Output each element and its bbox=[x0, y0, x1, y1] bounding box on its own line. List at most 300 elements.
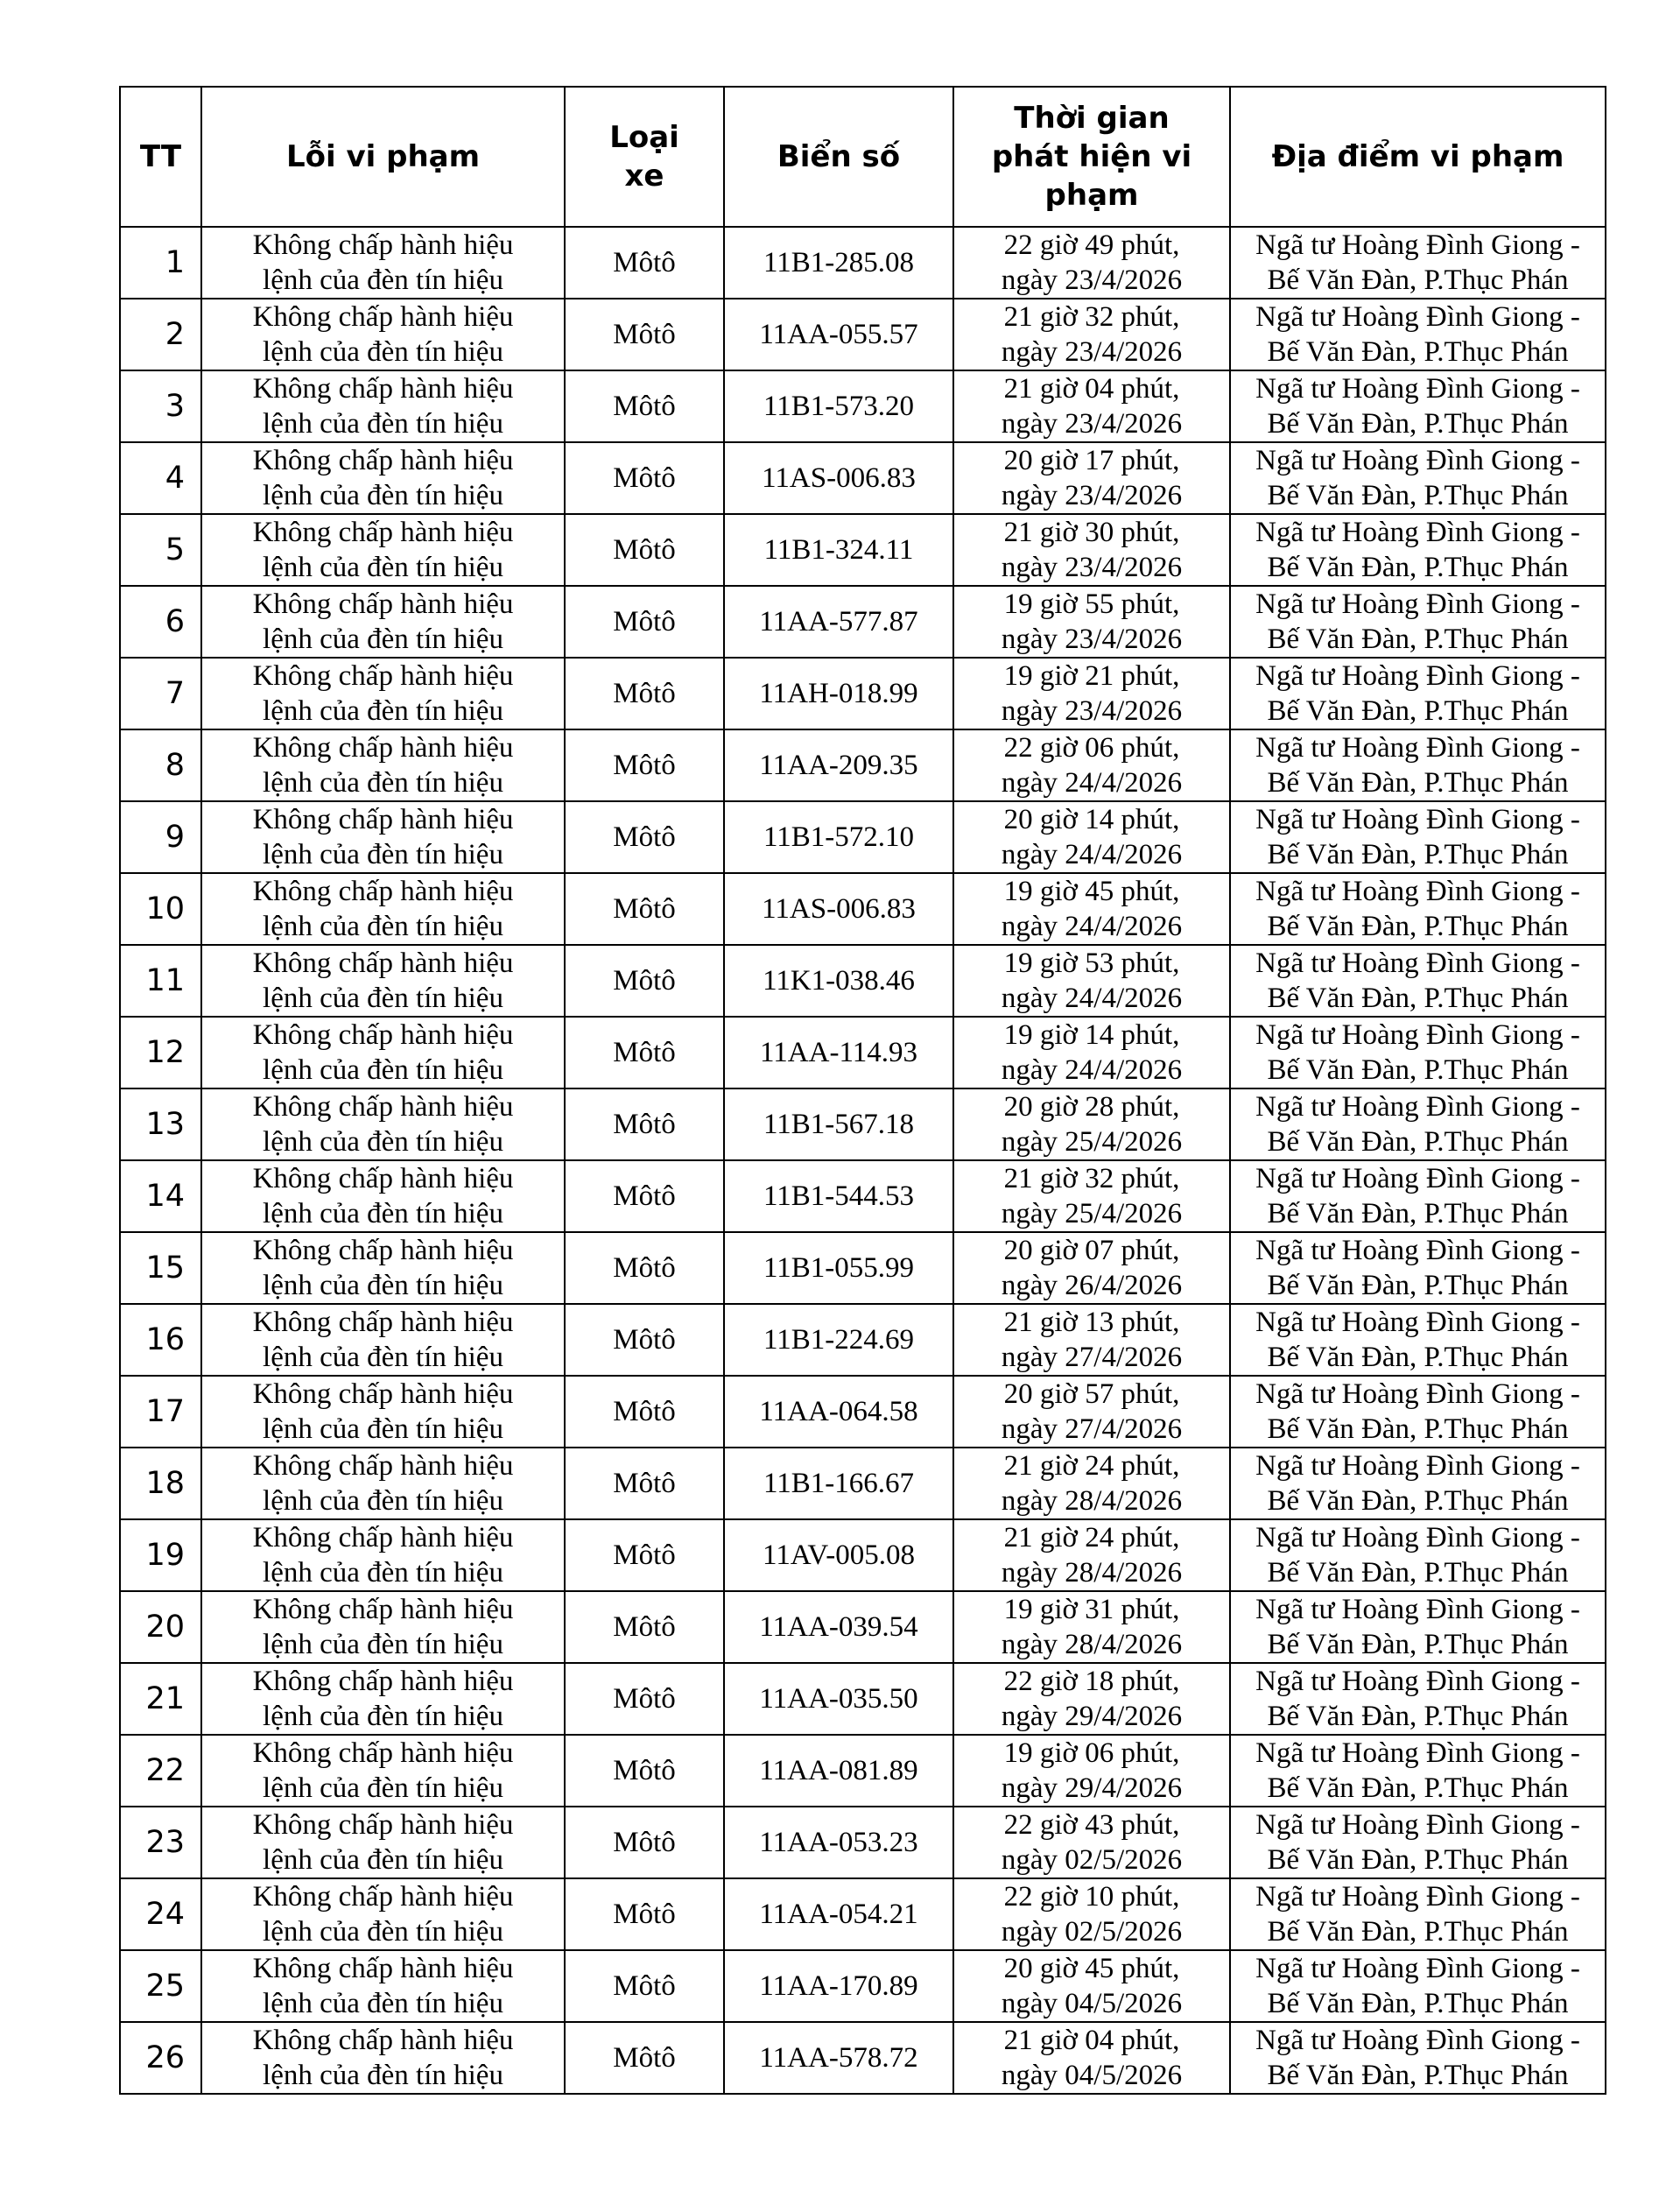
time-cell bbox=[953, 1017, 1230, 1088]
violation-line1: Không chấp hành hiệu bbox=[252, 804, 514, 835]
table-row bbox=[120, 1232, 1606, 1304]
time-cell bbox=[953, 945, 1230, 1017]
vehicle-type: Môtô bbox=[565, 299, 724, 370]
location-line1: Ngã tư Hoàng Đình Giong - bbox=[1255, 1737, 1580, 1769]
table-row bbox=[120, 370, 1606, 442]
location-line2: Bế Văn Đàn, P.Thục Phán bbox=[1267, 1126, 1569, 1158]
time-line2: ngày 23/4/2026 bbox=[1001, 623, 1183, 655]
vehicle-type: Môtô bbox=[565, 1519, 724, 1591]
license-plate: 11B1-055.99 bbox=[724, 1232, 953, 1304]
violation-cell bbox=[201, 370, 565, 442]
violation-line1: Không chấp hành hiệu bbox=[252, 1019, 514, 1051]
location-cell bbox=[1230, 873, 1606, 945]
time-line2: ngày 23/4/2026 bbox=[1001, 552, 1183, 583]
violation-cell bbox=[201, 442, 565, 514]
vehicle-type: Môtô bbox=[565, 1663, 724, 1735]
time-line1: 22 giờ 49 phút, bbox=[1003, 229, 1180, 261]
violation-line2: lệnh của đèn tín hiệu bbox=[263, 1342, 503, 1373]
location-line2: Bế Văn Đàn, P.Thục Phán bbox=[1267, 911, 1569, 942]
time-line2: ngày 02/5/2026 bbox=[1001, 1844, 1183, 1876]
time-line1: 22 giờ 43 phút, bbox=[1003, 1809, 1180, 1841]
violation-line1: Không chấp hành hiệu bbox=[252, 1522, 514, 1553]
time-cell bbox=[953, 2022, 1230, 2094]
license-plate: 11AA-577.87 bbox=[724, 586, 953, 658]
location-line1: Ngã tư Hoàng Đình Giong - bbox=[1255, 588, 1580, 620]
violation-cell bbox=[201, 729, 565, 801]
time-line1: 21 giờ 32 phút, bbox=[1003, 1163, 1180, 1194]
header-location-label: Địa điểm vi phạm bbox=[1271, 139, 1564, 174]
location-cell bbox=[1230, 1088, 1606, 1160]
time-line1: 19 giờ 21 phút, bbox=[1003, 660, 1180, 692]
row-number: 10 bbox=[120, 873, 201, 945]
row-number: 15 bbox=[120, 1232, 201, 1304]
time-line2: ngày 25/4/2026 bbox=[1001, 1126, 1183, 1158]
time-line1: 21 giờ 04 phút, bbox=[1003, 2025, 1180, 2056]
violation-cell bbox=[201, 2022, 565, 2094]
time-line1: 20 giờ 17 phút, bbox=[1003, 445, 1180, 476]
location-cell bbox=[1230, 1017, 1606, 1088]
violation-line2: lệnh của đèn tín hiệu bbox=[263, 2060, 503, 2091]
time-line1: 21 giờ 24 phút, bbox=[1003, 1522, 1180, 1553]
violation-cell bbox=[201, 1807, 565, 1878]
location-line1: Ngã tư Hoàng Đình Giong - bbox=[1255, 1666, 1580, 1697]
time-line1: 22 giờ 18 phút, bbox=[1003, 1666, 1180, 1697]
violation-cell bbox=[201, 1519, 565, 1591]
location-cell bbox=[1230, 801, 1606, 873]
table-row bbox=[120, 1950, 1606, 2022]
violation-line1: Không chấp hành hiệu bbox=[252, 229, 514, 261]
violation-line2: lệnh của đèn tín hiệu bbox=[263, 1413, 503, 1445]
vehicle-type: Môtô bbox=[565, 1878, 724, 1950]
table-row bbox=[120, 1160, 1606, 1232]
time-line2: ngày 23/4/2026 bbox=[1001, 480, 1183, 511]
violation-line2: lệnh của đèn tín hiệu bbox=[263, 1629, 503, 1660]
vehicle-type: Môtô bbox=[565, 586, 724, 658]
time-cell bbox=[953, 1807, 1230, 1878]
violation-line2: lệnh của đèn tín hiệu bbox=[263, 1198, 503, 1229]
location-line2: Bế Văn Đàn, P.Thục Phán bbox=[1267, 1198, 1569, 1229]
time-line1: 21 giờ 13 phút, bbox=[1003, 1307, 1180, 1338]
violation-line1: Không chấp hành hiệu bbox=[252, 1163, 514, 1194]
violation-line1: Không chấp hành hiệu bbox=[252, 660, 514, 692]
violation-cell bbox=[201, 873, 565, 945]
table-row bbox=[120, 1448, 1606, 1519]
table-row bbox=[120, 227, 1606, 299]
row-number: 11 bbox=[120, 945, 201, 1017]
time-line2: ngày 23/4/2026 bbox=[1001, 336, 1183, 368]
time-cell bbox=[953, 1088, 1230, 1160]
location-line1: Ngã tư Hoàng Đình Giong - bbox=[1255, 1307, 1580, 1338]
time-cell bbox=[953, 1376, 1230, 1448]
violation-cell bbox=[201, 658, 565, 729]
location-line1: Ngã tư Hoàng Đình Giong - bbox=[1255, 732, 1580, 764]
location-line2: Bế Văn Đàn, P.Thục Phán bbox=[1267, 1772, 1569, 1804]
time-cell bbox=[953, 1735, 1230, 1807]
time-line1: 19 giờ 45 phút, bbox=[1003, 876, 1180, 907]
violation-cell bbox=[201, 586, 565, 658]
violation-line1: Không chấp hành hiệu bbox=[252, 1594, 514, 1625]
row-number: 23 bbox=[120, 1807, 201, 1878]
violation-line2: lệnh của đèn tín hiệu bbox=[263, 1844, 503, 1876]
time-cell bbox=[953, 299, 1230, 370]
vehicle-type: Môtô bbox=[565, 227, 724, 299]
violation-line2: lệnh của đèn tín hiệu bbox=[263, 911, 503, 942]
license-plate: 11AA-054.21 bbox=[724, 1878, 953, 1950]
vehicle-type: Môtô bbox=[565, 442, 724, 514]
violation-line1: Không chấp hành hiệu bbox=[252, 517, 514, 548]
violation-line2: lệnh của đèn tín hiệu bbox=[263, 1916, 503, 1948]
time-line2: ngày 23/4/2026 bbox=[1001, 264, 1183, 296]
violation-line1: Không chấp hành hiệu bbox=[252, 1091, 514, 1123]
vehicle-type: Môtô bbox=[565, 1304, 724, 1376]
location-line2: Bế Văn Đàn, P.Thục Phán bbox=[1267, 1916, 1569, 1948]
violation-line2: lệnh của đèn tín hiệu bbox=[263, 480, 503, 511]
violation-line1: Không chấp hành hiệu bbox=[252, 732, 514, 764]
violation-cell bbox=[201, 1088, 565, 1160]
time-line2: ngày 24/4/2026 bbox=[1001, 767, 1183, 799]
time-line2: ngày 24/4/2026 bbox=[1001, 911, 1183, 942]
vehicle-type: Môtô bbox=[565, 873, 724, 945]
location-cell bbox=[1230, 1160, 1606, 1232]
location-cell bbox=[1230, 514, 1606, 586]
violation-line1: Không chấp hành hiệu bbox=[252, 1737, 514, 1769]
table-row bbox=[120, 1878, 1606, 1950]
location-line2: Bế Văn Đàn, P.Thục Phán bbox=[1267, 695, 1569, 727]
violation-line2: lệnh của đèn tín hiệu bbox=[263, 1557, 503, 1589]
header-time-line3: phạm bbox=[1044, 178, 1139, 213]
table-row bbox=[120, 1807, 1606, 1878]
vehicle-type: Môtô bbox=[565, 1232, 724, 1304]
time-line2: ngày 23/4/2026 bbox=[1001, 695, 1183, 727]
table-row bbox=[120, 729, 1606, 801]
time-cell bbox=[953, 1519, 1230, 1591]
violation-line2: lệnh của đèn tín hiệu bbox=[263, 1054, 503, 1086]
header-plate bbox=[724, 87, 953, 227]
violation-cell bbox=[201, 1448, 565, 1519]
row-number: 7 bbox=[120, 658, 201, 729]
location-line2: Bế Văn Đàn, P.Thục Phán bbox=[1267, 1629, 1569, 1660]
time-line2: ngày 04/5/2026 bbox=[1001, 1988, 1183, 2019]
violation-line1: Không chấp hành hiệu bbox=[252, 445, 514, 476]
location-line1: Ngã tư Hoàng Đình Giong - bbox=[1255, 660, 1580, 692]
license-plate: 11B1-567.18 bbox=[724, 1088, 953, 1160]
location-cell bbox=[1230, 1448, 1606, 1519]
time-line1: 19 giờ 53 phút, bbox=[1003, 948, 1180, 979]
license-plate: 11AS-006.83 bbox=[724, 873, 953, 945]
row-number: 26 bbox=[120, 2022, 201, 2094]
time-cell bbox=[953, 586, 1230, 658]
license-plate: 11AV-005.08 bbox=[724, 1519, 953, 1591]
row-number: 16 bbox=[120, 1304, 201, 1376]
time-line2: ngày 29/4/2026 bbox=[1001, 1772, 1183, 1804]
violation-line1: Không chấp hành hiệu bbox=[252, 2025, 514, 2056]
time-cell bbox=[953, 1448, 1230, 1519]
license-plate: 11K1-038.46 bbox=[724, 945, 953, 1017]
row-number: 8 bbox=[120, 729, 201, 801]
row-number: 5 bbox=[120, 514, 201, 586]
license-plate: 11AS-006.83 bbox=[724, 442, 953, 514]
time-line1: 20 giờ 28 phút, bbox=[1003, 1091, 1180, 1123]
violation-cell bbox=[201, 1663, 565, 1735]
vehicle-type: Môtô bbox=[565, 514, 724, 586]
location-line1: Ngã tư Hoàng Đình Giong - bbox=[1255, 1378, 1580, 1410]
location-cell bbox=[1230, 1735, 1606, 1807]
violation-cell bbox=[201, 1950, 565, 2022]
violation-cell bbox=[201, 1591, 565, 1663]
time-cell bbox=[953, 801, 1230, 873]
vehicle-type: Môtô bbox=[565, 658, 724, 729]
location-cell bbox=[1230, 1950, 1606, 2022]
license-plate: 11AA-055.57 bbox=[724, 299, 953, 370]
time-line1: 21 giờ 24 phút, bbox=[1003, 1450, 1180, 1482]
row-number: 6 bbox=[120, 586, 201, 658]
time-line2: ngày 27/4/2026 bbox=[1001, 1413, 1183, 1445]
violation-line2: lệnh của đèn tín hiệu bbox=[263, 767, 503, 799]
header-row bbox=[120, 87, 1606, 227]
table-row bbox=[120, 442, 1606, 514]
violation-line2: lệnh của đèn tín hiệu bbox=[263, 1126, 503, 1158]
vehicle-type: Môtô bbox=[565, 945, 724, 1017]
time-cell bbox=[953, 1160, 1230, 1232]
time-line1: 20 giờ 45 phút, bbox=[1003, 1953, 1180, 1984]
location-line1: Ngã tư Hoàng Đình Giong - bbox=[1255, 1594, 1580, 1625]
row-number: 20 bbox=[120, 1591, 201, 1663]
license-plate: 11B1-572.10 bbox=[724, 801, 953, 873]
time-cell bbox=[953, 227, 1230, 299]
time-line2: ngày 26/4/2026 bbox=[1001, 1270, 1183, 1301]
time-line2: ngày 28/4/2026 bbox=[1001, 1485, 1183, 1517]
header-tt bbox=[120, 87, 201, 227]
time-line2: ngày 28/4/2026 bbox=[1001, 1629, 1183, 1660]
table-row bbox=[120, 1591, 1606, 1663]
violation-line1: Không chấp hành hiệu bbox=[252, 301, 514, 333]
table-row bbox=[120, 1519, 1606, 1591]
violation-line1: Không chấp hành hiệu bbox=[252, 1450, 514, 1482]
time-cell bbox=[953, 1663, 1230, 1735]
vehicle-type: Môtô bbox=[565, 370, 724, 442]
vehicle-type: Môtô bbox=[565, 1807, 724, 1878]
row-number: 12 bbox=[120, 1017, 201, 1088]
location-cell bbox=[1230, 370, 1606, 442]
violation-line2: lệnh của đèn tín hiệu bbox=[263, 1485, 503, 1517]
location-line1: Ngã tư Hoàng Đình Giong - bbox=[1255, 1163, 1580, 1194]
location-cell bbox=[1230, 1663, 1606, 1735]
violation-line1: Không chấp hành hiệu bbox=[252, 373, 514, 405]
location-line1: Ngã tư Hoàng Đình Giong - bbox=[1255, 1450, 1580, 1482]
violation-cell bbox=[201, 1232, 565, 1304]
location-cell bbox=[1230, 1591, 1606, 1663]
table-body bbox=[120, 227, 1606, 2094]
location-line2: Bế Văn Đàn, P.Thục Phán bbox=[1267, 1988, 1569, 2019]
time-cell bbox=[953, 442, 1230, 514]
location-line2: Bế Văn Đàn, P.Thục Phán bbox=[1267, 552, 1569, 583]
violation-cell bbox=[201, 1376, 565, 1448]
location-line1: Ngã tư Hoàng Đình Giong - bbox=[1255, 1881, 1580, 1913]
location-line1: Ngã tư Hoàng Đình Giong - bbox=[1255, 1019, 1580, 1051]
header-vehicle bbox=[565, 87, 724, 227]
license-plate: 11B1-166.67 bbox=[724, 1448, 953, 1519]
violation-line2: lệnh của đèn tín hiệu bbox=[263, 839, 503, 870]
violation-line2: lệnh của đèn tín hiệu bbox=[263, 264, 503, 296]
violation-line1: Không chấp hành hiệu bbox=[252, 876, 514, 907]
violation-line2: lệnh của đèn tín hiệu bbox=[263, 695, 503, 727]
license-plate: 11B1-573.20 bbox=[724, 370, 953, 442]
time-line1: 19 giờ 06 phút, bbox=[1003, 1737, 1180, 1769]
violation-cell bbox=[201, 1304, 565, 1376]
row-number: 21 bbox=[120, 1663, 201, 1735]
violation-cell bbox=[201, 801, 565, 873]
row-number: 14 bbox=[120, 1160, 201, 1232]
time-line2: ngày 25/4/2026 bbox=[1001, 1198, 1183, 1229]
location-line2: Bế Văn Đàn, P.Thục Phán bbox=[1267, 983, 1569, 1014]
time-cell bbox=[953, 729, 1230, 801]
location-line2: Bế Văn Đàn, P.Thục Phán bbox=[1267, 1844, 1569, 1876]
time-line2: ngày 02/5/2026 bbox=[1001, 1916, 1183, 1948]
row-number: 24 bbox=[120, 1878, 201, 1950]
location-cell bbox=[1230, 299, 1606, 370]
location-line2: Bế Văn Đàn, P.Thục Phán bbox=[1267, 264, 1569, 296]
location-line2: Bế Văn Đàn, P.Thục Phán bbox=[1267, 1270, 1569, 1301]
location-cell bbox=[1230, 1878, 1606, 1950]
header-time-line2: phát hiện vi bbox=[991, 139, 1192, 174]
license-plate: 11AH-018.99 bbox=[724, 658, 953, 729]
location-line1: Ngã tư Hoàng Đình Giong - bbox=[1255, 804, 1580, 835]
violation-line1: Không chấp hành hiệu bbox=[252, 588, 514, 620]
location-cell bbox=[1230, 2022, 1606, 2094]
row-number: 19 bbox=[120, 1519, 201, 1591]
time-cell bbox=[953, 370, 1230, 442]
violation-line2: lệnh của đèn tín hiệu bbox=[263, 1988, 503, 2019]
location-line1: Ngã tư Hoàng Đình Giong - bbox=[1255, 517, 1580, 548]
time-line2: ngày 24/4/2026 bbox=[1001, 1054, 1183, 1086]
location-line2: Bế Văn Đàn, P.Thục Phán bbox=[1267, 480, 1569, 511]
location-cell bbox=[1230, 658, 1606, 729]
license-plate: 11AA-209.35 bbox=[724, 729, 953, 801]
table-row bbox=[120, 658, 1606, 729]
location-line2: Bế Văn Đàn, P.Thục Phán bbox=[1267, 1557, 1569, 1589]
row-number: 3 bbox=[120, 370, 201, 442]
table-row bbox=[120, 1088, 1606, 1160]
location-line2: Bế Văn Đàn, P.Thục Phán bbox=[1267, 623, 1569, 655]
violation-line1: Không chấp hành hiệu bbox=[252, 1378, 514, 1410]
row-number: 25 bbox=[120, 1950, 201, 2022]
license-plate: 11AA-578.72 bbox=[724, 2022, 953, 2094]
location-line2: Bế Văn Đàn, P.Thục Phán bbox=[1267, 2060, 1569, 2091]
time-line1: 21 giờ 30 phút, bbox=[1003, 517, 1180, 548]
time-line1: 19 giờ 55 phút, bbox=[1003, 588, 1180, 620]
license-plate: 11B1-285.08 bbox=[724, 227, 953, 299]
vehicle-type: Môtô bbox=[565, 1376, 724, 1448]
vehicle-type: Môtô bbox=[565, 1017, 724, 1088]
location-line1: Ngã tư Hoàng Đình Giong - bbox=[1255, 948, 1580, 979]
location-line1: Ngã tư Hoàng Đình Giong - bbox=[1255, 301, 1580, 333]
table-row bbox=[120, 586, 1606, 658]
time-line1: 21 giờ 04 phút, bbox=[1003, 373, 1180, 405]
header-tt-label: TT bbox=[139, 139, 182, 174]
time-line1: 19 giờ 14 phút, bbox=[1003, 1019, 1180, 1051]
violation-cell bbox=[201, 227, 565, 299]
violation-line2: lệnh của đèn tín hiệu bbox=[263, 983, 503, 1014]
location-line2: Bế Văn Đàn, P.Thục Phán bbox=[1267, 1413, 1569, 1445]
location-line1: Ngã tư Hoàng Đình Giong - bbox=[1255, 1091, 1580, 1123]
vehicle-type: Môtô bbox=[565, 1088, 724, 1160]
violation-line2: lệnh của đèn tín hiệu bbox=[263, 1270, 503, 1301]
vehicle-type: Môtô bbox=[565, 1950, 724, 2022]
location-line2: Bế Văn Đàn, P.Thục Phán bbox=[1267, 1701, 1569, 1732]
table-row bbox=[120, 1735, 1606, 1807]
table-row bbox=[120, 299, 1606, 370]
location-line1: Ngã tư Hoàng Đình Giong - bbox=[1255, 373, 1580, 405]
time-line2: ngày 29/4/2026 bbox=[1001, 1701, 1183, 1732]
header-time-line1: Thời gian bbox=[1014, 101, 1170, 136]
violation-line2: lệnh của đèn tín hiệu bbox=[263, 623, 503, 655]
vehicle-type: Môtô bbox=[565, 1591, 724, 1663]
violation-line1: Không chấp hành hiệu bbox=[252, 1953, 514, 1984]
license-plate: 11AA-081.89 bbox=[724, 1735, 953, 1807]
vehicle-type: Môtô bbox=[565, 729, 724, 801]
vehicle-type: Môtô bbox=[565, 801, 724, 873]
violation-line2: lệnh của đèn tín hiệu bbox=[263, 552, 503, 583]
time-line2: ngày 24/4/2026 bbox=[1001, 839, 1183, 870]
location-cell bbox=[1230, 1807, 1606, 1878]
time-line2: ngày 04/5/2026 bbox=[1001, 2060, 1183, 2091]
license-plate: 11B1-224.69 bbox=[724, 1304, 953, 1376]
violation-cell bbox=[201, 1735, 565, 1807]
time-cell bbox=[953, 1950, 1230, 2022]
license-plate: 11AA-035.50 bbox=[724, 1663, 953, 1735]
row-number: 22 bbox=[120, 1735, 201, 1807]
row-number: 9 bbox=[120, 801, 201, 873]
header-error-label: Lỗi vi phạm bbox=[285, 139, 481, 174]
time-cell bbox=[953, 658, 1230, 729]
location-line2: Bế Văn Đàn, P.Thục Phán bbox=[1267, 1342, 1569, 1373]
violation-cell bbox=[201, 1017, 565, 1088]
location-line2: Bế Văn Đàn, P.Thục Phán bbox=[1267, 336, 1569, 368]
location-line1: Ngã tư Hoàng Đình Giong - bbox=[1255, 229, 1580, 261]
time-line1: 22 giờ 06 phút, bbox=[1003, 732, 1180, 764]
table-row bbox=[120, 1304, 1606, 1376]
location-line1: Ngã tư Hoàng Đình Giong - bbox=[1255, 1953, 1580, 1984]
location-line2: Bế Văn Đàn, P.Thục Phán bbox=[1267, 1485, 1569, 1517]
violation-line2: lệnh của đèn tín hiệu bbox=[263, 336, 503, 368]
location-cell bbox=[1230, 945, 1606, 1017]
table-row bbox=[120, 1663, 1606, 1735]
license-plate: 11B1-324.11 bbox=[724, 514, 953, 586]
table-row bbox=[120, 1376, 1606, 1448]
time-line1: 19 giờ 31 phút, bbox=[1003, 1594, 1180, 1625]
time-line1: 20 giờ 14 phút, bbox=[1003, 804, 1180, 835]
violation-line1: Không chấp hành hiệu bbox=[252, 1307, 514, 1338]
row-number: 13 bbox=[120, 1088, 201, 1160]
license-plate: 11AA-170.89 bbox=[724, 1950, 953, 2022]
violation-cell bbox=[201, 945, 565, 1017]
row-number: 17 bbox=[120, 1376, 201, 1448]
header-vehicle-line2: xe bbox=[624, 159, 664, 194]
violation-cell bbox=[201, 299, 565, 370]
table-row bbox=[120, 801, 1606, 873]
time-cell bbox=[953, 1232, 1230, 1304]
location-cell bbox=[1230, 227, 1606, 299]
row-number: 4 bbox=[120, 442, 201, 514]
license-plate: 11AA-039.54 bbox=[724, 1591, 953, 1663]
table-row bbox=[120, 514, 1606, 586]
table-row bbox=[120, 945, 1606, 1017]
header-plate-label: Biển số bbox=[777, 139, 901, 174]
row-number: 2 bbox=[120, 299, 201, 370]
table-row bbox=[120, 873, 1606, 945]
vehicle-type: Môtô bbox=[565, 1735, 724, 1807]
location-line1: Ngã tư Hoàng Đình Giong - bbox=[1255, 1235, 1580, 1266]
